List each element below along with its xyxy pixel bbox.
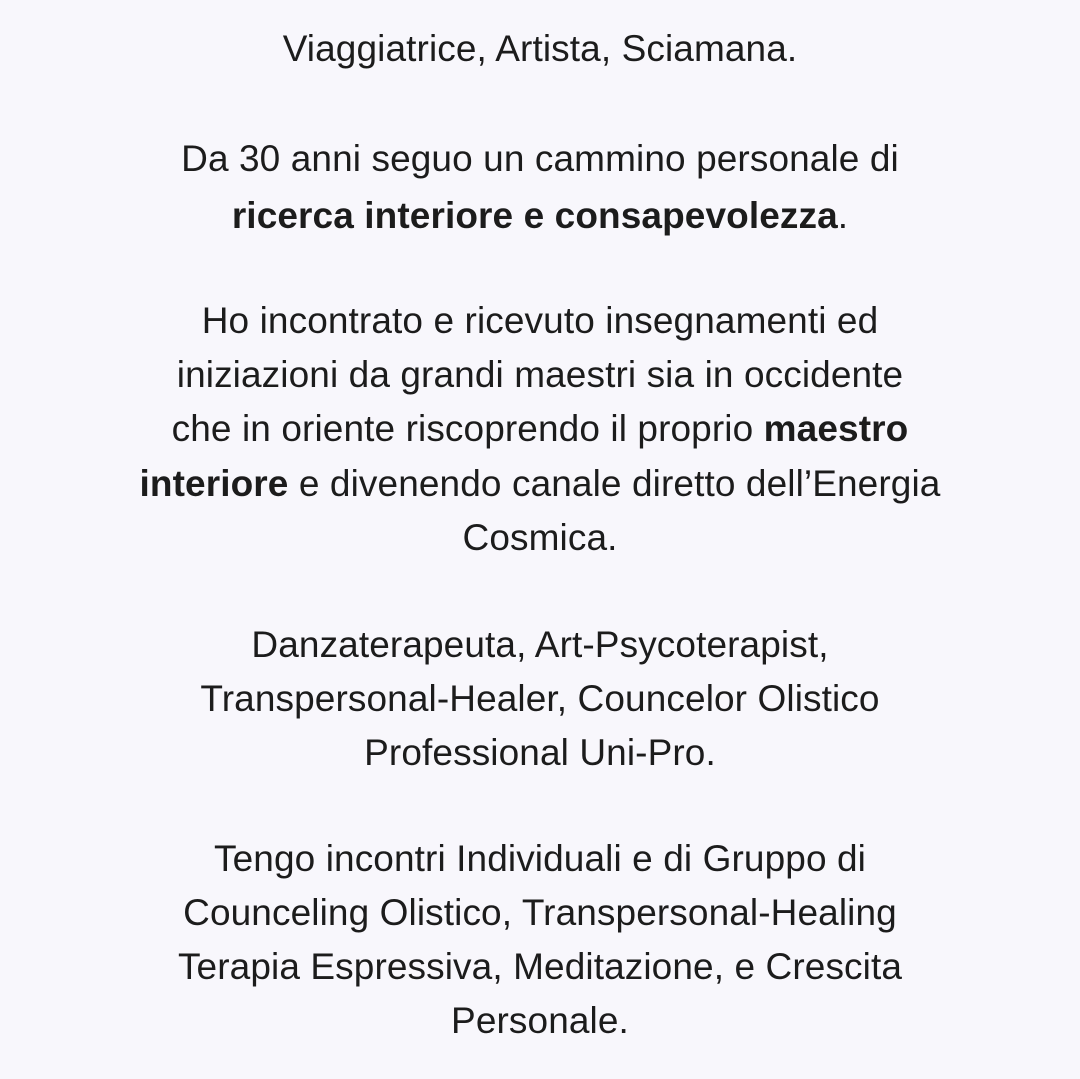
- teachings-text-2: iniziazioni da grandi maestri sia in occidente: [176, 354, 904, 395]
- roles-text-1: Danzaterapeuta, Art-Psycoterapist,: [251, 624, 829, 665]
- teachings-line-2: [0, 346, 1080, 403]
- teachings-text-3: che in oriente riscoprendo il proprio: [171, 408, 764, 449]
- services-text-1: Tengo incontri Individuali e di Gruppo di: [214, 838, 866, 879]
- teachings-text-5: Cosmica.: [462, 517, 618, 558]
- teachings-line-1: [0, 292, 1080, 349]
- services-line-1: [0, 830, 1080, 887]
- experience-line-1: [0, 130, 1080, 187]
- services-text-2: Counceling Olistico, Transpersonal-Healing: [183, 892, 897, 933]
- teachings-line-5: [0, 509, 1080, 566]
- roles-text-3: Professional Uni-Pro.: [364, 732, 716, 773]
- teachings-line-3: [0, 400, 1080, 457]
- services-line-4: [0, 992, 1080, 1049]
- roles-line-2: [0, 670, 1080, 727]
- experience-period: .: [837, 195, 849, 236]
- bio-intro-text: Viaggiatrice, Artista, Sciamana.: [282, 28, 798, 69]
- teachings-text-4: e divenendo canale diretto dell’Energia: [288, 463, 941, 504]
- services-line-2: [0, 884, 1080, 941]
- teachings-text-1: Ho incontrato e ricevuto insegnamenti ed: [201, 300, 879, 341]
- roles-line-3: [0, 724, 1080, 781]
- roles-line-1: [0, 616, 1080, 673]
- services-text-4: Personale.: [451, 1000, 629, 1041]
- experience-text: Da 30 anni seguo un cammino personale di: [181, 138, 899, 179]
- bio-intro-line: [0, 20, 1080, 77]
- teachings-highlight-1: maestro: [763, 408, 909, 449]
- services-line-3: [0, 938, 1080, 995]
- services-text-3: Terapia Espressiva, Meditazione, e Crescita: [177, 946, 903, 987]
- experience-highlight: ricerca interiore e consapevolezza: [231, 195, 838, 236]
- teachings-line-4: [0, 455, 1080, 512]
- teachings-highlight-2: interiore: [139, 463, 289, 504]
- experience-line-2: [0, 187, 1080, 244]
- roles-text-2: Transpersonal-Healer, Councelor Olistico: [200, 678, 880, 719]
